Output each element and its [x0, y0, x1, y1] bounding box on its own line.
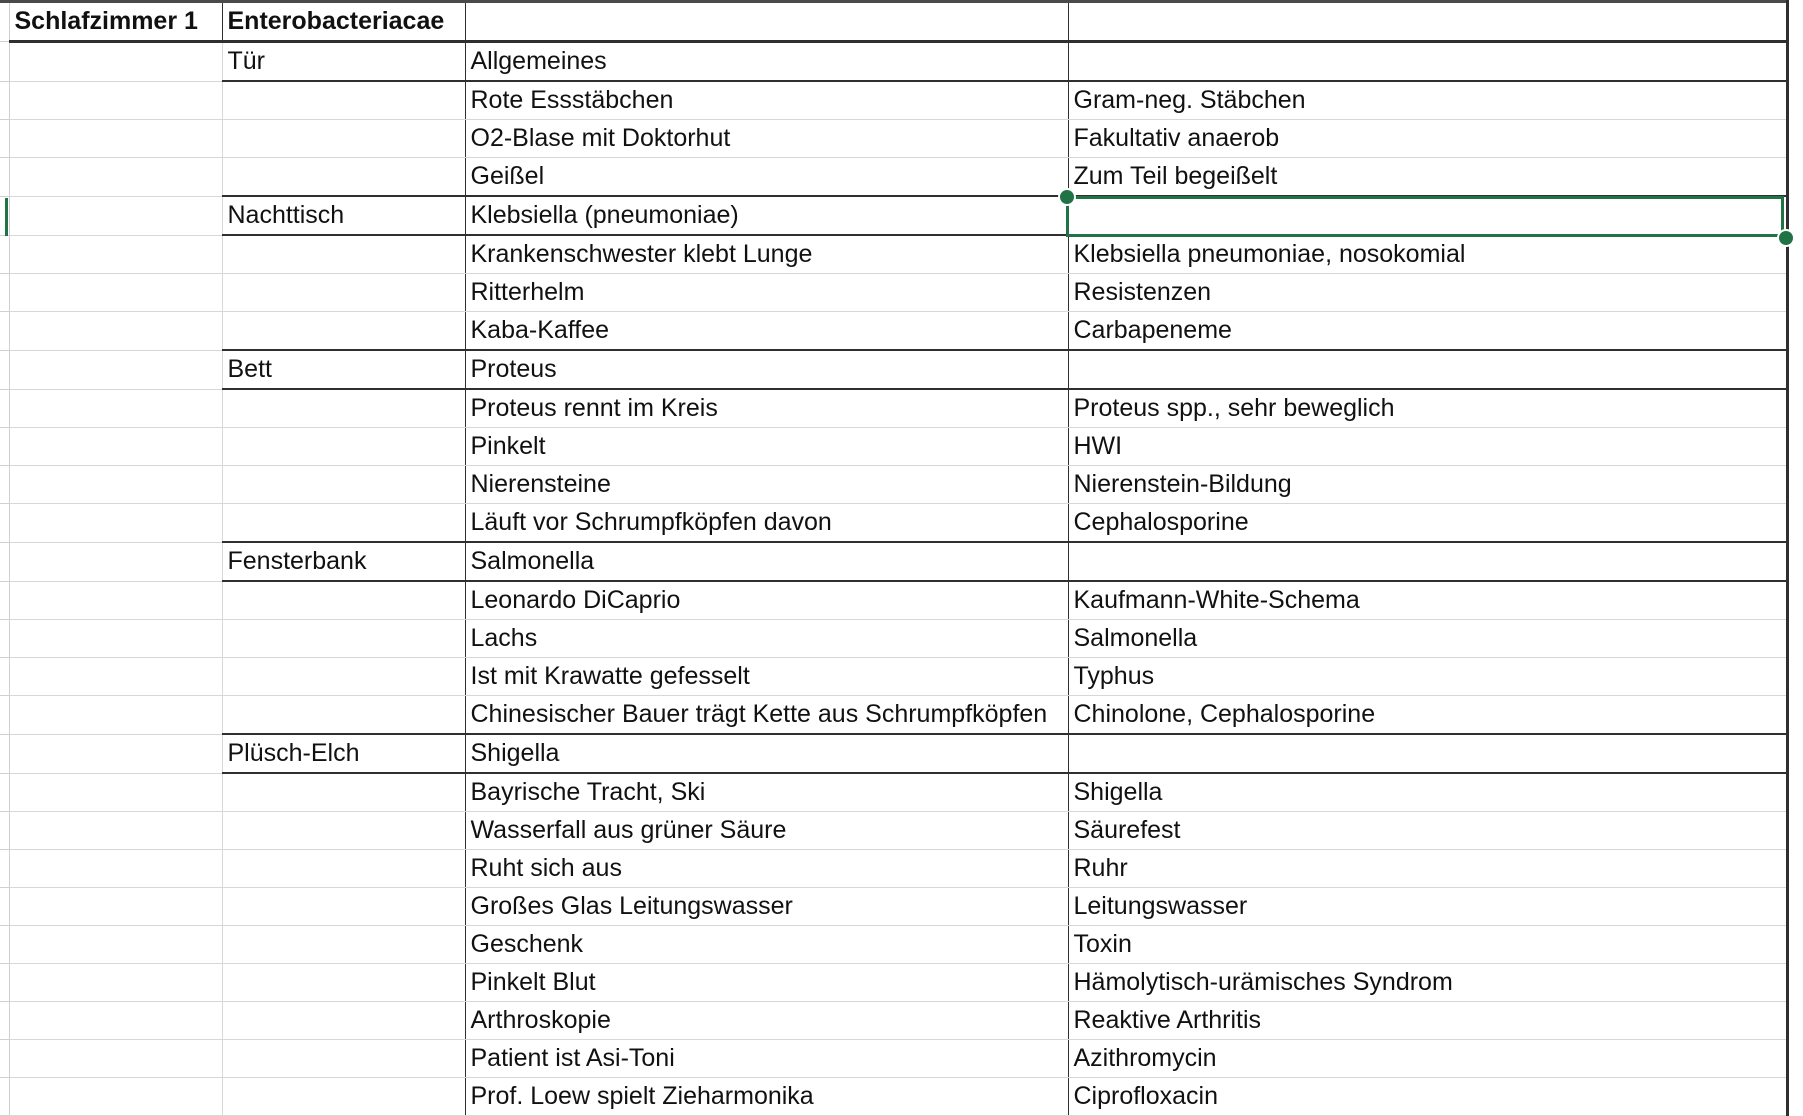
location-cell[interactable]	[222, 812, 465, 850]
meaning-cell[interactable]: Ruhr	[1068, 850, 1787, 888]
row-header[interactable]	[0, 850, 9, 888]
header-empty-cell[interactable]	[1068, 2, 1787, 42]
mnemonic-cell[interactable]: Allgemeines	[465, 42, 1068, 82]
meaning-cell[interactable]: Cephalosporine	[1068, 504, 1787, 543]
empty-cell[interactable]	[9, 542, 222, 581]
empty-cell[interactable]	[9, 926, 222, 964]
meaning-cell[interactable]: Toxin	[1068, 926, 1787, 964]
empty-cell[interactable]	[9, 504, 222, 543]
location-cell[interactable]	[222, 620, 465, 658]
row-header[interactable]	[0, 2, 9, 42]
meaning-cell[interactable]: Fakultativ anaerob	[1068, 120, 1787, 158]
location-cell[interactable]	[222, 696, 465, 735]
empty-cell[interactable]	[9, 773, 222, 812]
table-row	[0, 504, 1787, 543]
table-row	[0, 1040, 1787, 1078]
empty-cell[interactable]	[9, 120, 222, 158]
location-cell[interactable]	[222, 658, 465, 696]
empty-cell[interactable]	[9, 312, 222, 351]
meaning-cell[interactable]: Nierenstein-Bildung	[1068, 466, 1787, 504]
location-cell[interactable]: Nachttisch	[222, 196, 465, 235]
meaning-cell[interactable]	[1068, 350, 1787, 389]
row-header[interactable]	[0, 734, 9, 773]
mnemonic-cell[interactable]: Pinkelt Blut	[465, 964, 1068, 1002]
row-header[interactable]	[0, 350, 9, 389]
mnemonic-cell[interactable]: Rote Essstäbchen	[465, 81, 1068, 120]
mnemonic-cell[interactable]: Prof. Loew spielt Zieharmonika	[465, 1078, 1068, 1116]
meaning-cell[interactable]: Typhus	[1068, 658, 1787, 696]
location-cell[interactable]	[222, 428, 465, 466]
mnemonic-cell[interactable]: Krankenschwester klebt Lunge	[465, 235, 1068, 274]
section-row	[0, 542, 1787, 581]
location-cell[interactable]: Bett	[222, 350, 465, 389]
location-cell[interactable]: Fensterbank	[222, 542, 465, 581]
mnemonic-cell[interactable]: Salmonella	[465, 542, 1068, 581]
row-header[interactable]	[0, 581, 9, 620]
section-row	[0, 196, 1787, 235]
location-cell[interactable]	[222, 389, 465, 428]
location-cell[interactable]	[222, 466, 465, 504]
meaning-cell[interactable]: Hämolytisch-urämisches Syndrom	[1068, 964, 1787, 1002]
mnemonic-cell[interactable]: Geschenk	[465, 926, 1068, 964]
mnemonic-cell[interactable]: Klebsiella (pneumoniae)	[465, 196, 1068, 235]
empty-cell[interactable]	[9, 658, 222, 696]
mnemonic-cell[interactable]: Shigella	[465, 734, 1068, 773]
empty-cell[interactable]	[9, 158, 222, 197]
empty-cell[interactable]	[9, 964, 222, 1002]
row-header[interactable]	[0, 964, 9, 1002]
meaning-cell[interactable]: Azithromycin	[1068, 1040, 1787, 1078]
meaning-cell[interactable]: Ciprofloxacin	[1068, 1078, 1787, 1116]
empty-cell[interactable]	[9, 235, 222, 274]
row-header[interactable]	[0, 504, 9, 543]
table-row	[0, 1002, 1787, 1040]
empty-cell[interactable]	[9, 812, 222, 850]
table-row	[0, 658, 1787, 696]
table-row	[0, 620, 1787, 658]
empty-cell[interactable]	[9, 1002, 222, 1040]
table-row	[0, 158, 1787, 197]
empty-cell[interactable]	[9, 350, 222, 389]
row-header[interactable]	[0, 158, 9, 197]
empty-cell[interactable]	[9, 620, 222, 658]
row-header[interactable]	[0, 620, 9, 658]
row-header[interactable]	[0, 42, 9, 82]
section-row	[0, 734, 1787, 773]
mnemonic-cell[interactable]: Pinkelt	[465, 428, 1068, 466]
mnemonic-cell[interactable]: Bayrische Tracht, Ski	[465, 773, 1068, 812]
empty-cell[interactable]	[9, 42, 222, 82]
table-row	[0, 235, 1787, 274]
row-header[interactable]	[0, 926, 9, 964]
table-row	[0, 581, 1787, 620]
row-header[interactable]	[0, 428, 9, 466]
row-header[interactable]	[0, 389, 9, 428]
room-title-cell[interactable]: Schlafzimmer 1	[9, 2, 222, 42]
empty-cell[interactable]	[9, 888, 222, 926]
location-cell[interactable]	[222, 1040, 465, 1078]
meaning-cell[interactable]: Chinolone, Cephalosporine	[1068, 696, 1787, 735]
row-header[interactable]	[0, 81, 9, 120]
row-header[interactable]	[0, 888, 9, 926]
section-row	[0, 350, 1787, 389]
location-cell[interactable]	[222, 120, 465, 158]
location-cell[interactable]	[222, 581, 465, 620]
row-header[interactable]	[0, 812, 9, 850]
selection-start-handle[interactable]	[1058, 188, 1076, 206]
row-header[interactable]	[0, 1002, 9, 1040]
meaning-cell[interactable]: Shigella	[1068, 773, 1787, 812]
empty-cell[interactable]	[9, 1040, 222, 1078]
meaning-cell[interactable]: Reaktive Arthritis	[1068, 1002, 1787, 1040]
empty-cell[interactable]	[9, 196, 222, 235]
location-cell[interactable]	[222, 274, 465, 312]
empty-cell[interactable]	[9, 389, 222, 428]
mnemonic-cell[interactable]: Proteus rennt im Kreis	[465, 389, 1068, 428]
meaning-cell[interactable]: Klebsiella pneumoniae, nosokomial	[1068, 235, 1787, 274]
location-cell[interactable]	[222, 850, 465, 888]
row-header[interactable]	[0, 235, 9, 274]
table-row	[0, 428, 1787, 466]
table-row	[0, 120, 1787, 158]
table-row	[0, 81, 1787, 120]
location-cell[interactable]	[222, 81, 465, 120]
header-row	[0, 2, 1787, 42]
empty-cell[interactable]	[9, 81, 222, 120]
mnemonic-cell[interactable]: Wasserfall aus grüner Säure	[465, 812, 1068, 850]
table-row	[0, 964, 1787, 1002]
meaning-cell[interactable]	[1068, 542, 1787, 581]
mnemonic-cell[interactable]: Läuft vor Schrumpfköpfen davon	[465, 504, 1068, 543]
meaning-cell[interactable]: Leitungswasser	[1068, 888, 1787, 926]
row-header[interactable]	[0, 312, 9, 351]
mnemonic-cell[interactable]: Kaba-Kaffee	[465, 312, 1068, 351]
meaning-cell[interactable]: Zum Teil begeißelt	[1068, 158, 1787, 197]
row-header[interactable]	[0, 274, 9, 312]
selection-end-handle[interactable]	[1777, 229, 1795, 247]
meaning-cell[interactable]: Carbapeneme	[1068, 312, 1787, 351]
table-row	[0, 926, 1787, 964]
meaning-cell[interactable]: Resistenzen	[1068, 274, 1787, 312]
table-row	[0, 773, 1787, 812]
meaning-cell[interactable]: HWI	[1068, 428, 1787, 466]
mnemonic-cell[interactable]: Lachs	[465, 620, 1068, 658]
location-cell[interactable]	[222, 926, 465, 964]
table-row	[0, 274, 1787, 312]
mnemonic-cell[interactable]: O2-Blase mit Doktorhut	[465, 120, 1068, 158]
row-header[interactable]	[0, 1040, 9, 1078]
empty-cell[interactable]	[9, 696, 222, 735]
location-cell[interactable]: Plüsch-Elch	[222, 734, 465, 773]
table-row	[0, 850, 1787, 888]
location-cell[interactable]	[222, 504, 465, 543]
empty-cell[interactable]	[9, 428, 222, 466]
meaning-cell[interactable]: Proteus spp., sehr beweglich	[1068, 389, 1787, 428]
table-row	[0, 812, 1787, 850]
row-header[interactable]	[0, 120, 9, 158]
mnemonic-cell[interactable]: Geißel	[465, 158, 1068, 197]
location-cell[interactable]: Tür	[222, 42, 465, 82]
table-row	[0, 466, 1787, 504]
table-row	[0, 312, 1787, 351]
location-cell[interactable]	[222, 888, 465, 926]
mnemonic-cell[interactable]: Proteus	[465, 350, 1068, 389]
empty-cell[interactable]	[9, 734, 222, 773]
selected-meaning-cell[interactable]	[1068, 196, 1787, 235]
row-header[interactable]	[0, 696, 9, 735]
row-header[interactable]	[0, 542, 9, 581]
mnemonic-cell[interactable]: Arthroskopie	[465, 1002, 1068, 1040]
empty-cell[interactable]	[9, 274, 222, 312]
location-cell[interactable]	[222, 964, 465, 1002]
table-row	[0, 888, 1787, 926]
mnemonic-cell[interactable]: Nierensteine	[465, 466, 1068, 504]
section-row	[0, 42, 1787, 82]
mnemonic-cell[interactable]: Großes Glas Leitungswasser	[465, 888, 1068, 926]
location-cell[interactable]	[222, 312, 465, 351]
meaning-cell[interactable]	[1068, 734, 1787, 773]
mnemonic-cell[interactable]: Ruht sich aus	[465, 850, 1068, 888]
table-row	[0, 696, 1787, 735]
mnemonic-cell[interactable]: Leonardo DiCaprio	[465, 581, 1068, 620]
meaning-cell[interactable]: Kaufmann-White-Schema	[1068, 581, 1787, 620]
location-cell[interactable]	[222, 1002, 465, 1040]
row-header[interactable]	[0, 658, 9, 696]
table-row	[0, 389, 1787, 428]
family-title-cell[interactable]: Enterobacteriacae	[222, 2, 465, 42]
row-header[interactable]	[0, 773, 9, 812]
meaning-cell[interactable]	[1068, 42, 1787, 82]
empty-cell[interactable]	[9, 581, 222, 620]
mnemonic-cell[interactable]: Ist mit Krawatte gefesselt	[465, 658, 1068, 696]
meaning-cell[interactable]: Säurefest	[1068, 812, 1787, 850]
empty-cell[interactable]	[9, 466, 222, 504]
header-empty-cell[interactable]	[465, 2, 1068, 42]
active-row-indicator	[5, 198, 8, 236]
meaning-cell[interactable]: Gram-neg. Stäbchen	[1068, 81, 1787, 120]
location-cell[interactable]	[222, 773, 465, 812]
mnemonic-cell[interactable]: Chinesischer Bauer trägt Kette aus Schrumpfköpfen	[465, 696, 1068, 735]
mnemonic-cell[interactable]: Ritterhelm	[465, 274, 1068, 312]
meaning-cell[interactable]: Salmonella	[1068, 620, 1787, 658]
location-cell[interactable]	[222, 235, 465, 274]
location-cell[interactable]	[222, 158, 465, 197]
mnemonic-cell[interactable]: Patient ist Asi-Toni	[465, 1040, 1068, 1078]
empty-cell[interactable]	[9, 850, 222, 888]
row-header[interactable]	[0, 466, 9, 504]
